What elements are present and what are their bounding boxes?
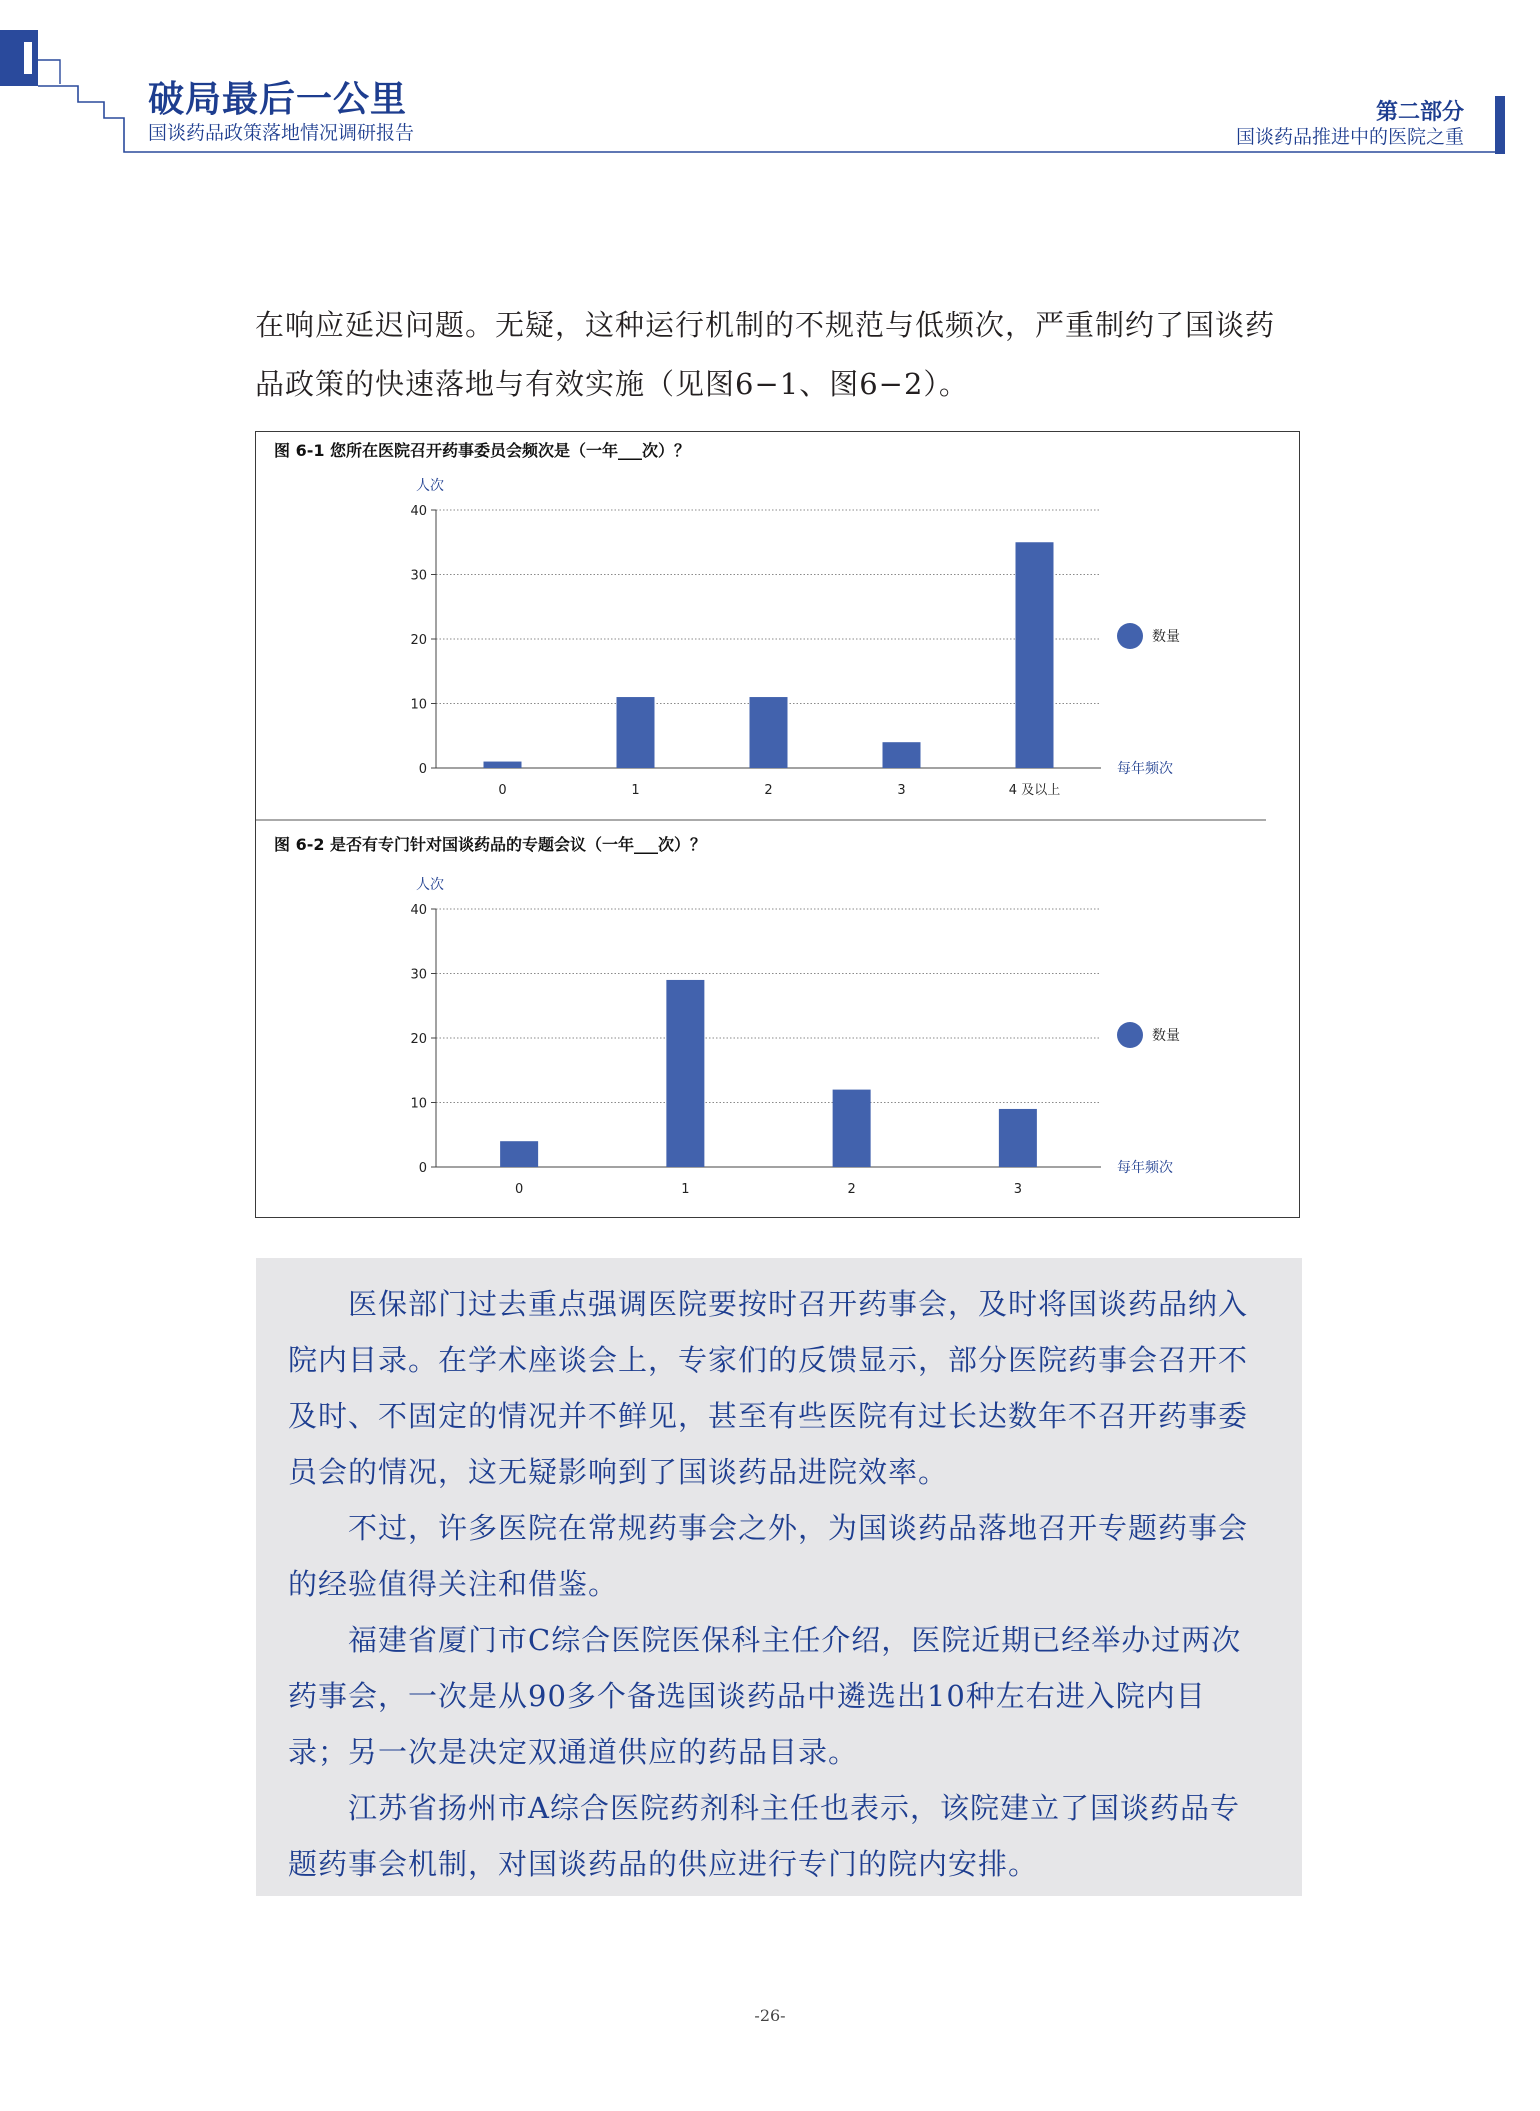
x-axis-label: 每年频次 xyxy=(1117,761,1173,777)
y-tick-label: 0 xyxy=(418,1161,427,1176)
legend-label: 数量 xyxy=(1152,629,1180,645)
bar xyxy=(1016,542,1054,768)
x-tick-label: 0 xyxy=(514,1182,524,1197)
x-tick-label: 3 xyxy=(1013,1182,1023,1197)
x-tick-label: 1 xyxy=(681,1182,690,1197)
intro-line-2: 品政策的快速落地与有效实施（见图6−1、图6−2）。 xyxy=(255,367,969,401)
y-axis-label: 人次 xyxy=(416,877,444,893)
section-label: 第二部分 xyxy=(1375,100,1464,125)
bar xyxy=(617,697,655,768)
x-tick-label: 2 xyxy=(764,783,773,798)
intro-line-1: 在响应延迟问题。无疑，这种运行机制的不规范与低频次，严重制约了国谈药 xyxy=(255,308,1276,342)
charts-svg xyxy=(256,432,1301,1219)
x-tick-label: 2 xyxy=(847,1182,856,1197)
header-right-bar xyxy=(1495,96,1505,154)
callout-paragraph: 医保部门过去重点强调医院要按时召开药事会，及时将国谈药品纳入院内目录。在学术座谈会上，专家们的反馈显示，部分医院药事会召开不及时、不固定的情况并不鲜见，甚至有些医院有过长达数年不召开药事委员会的情况，这无疑影响到了国谈药品进院效率。 xyxy=(288,1287,1249,1489)
x-tick-label: 3 xyxy=(897,783,906,798)
y-tick-label: 40 xyxy=(410,903,427,918)
y-axis-label: 人次 xyxy=(416,478,444,494)
bar xyxy=(500,1141,538,1167)
page-number: -26- xyxy=(754,2006,786,2025)
y-tick-label: 30 xyxy=(410,568,427,584)
y-tick-label: 10 xyxy=(410,697,427,713)
callout-paragraph: 不过，许多医院在常规药事会之外，为国谈药品落地召开专题药事会的经验值得关注和借鉴。 xyxy=(288,1511,1249,1601)
legend-marker xyxy=(1117,623,1143,649)
x-axis-label: 每年频次 xyxy=(1117,1160,1173,1176)
y-tick-label: 10 xyxy=(410,1096,427,1112)
callout-paragraph: 福建省厦门市C综合医院医保科主任介绍，医院近期已经举办过两次药事会，一次是从90多个备选国谈药品中遴选出10种左右进入院内目录；另一次是决定双通道供应的药品目录。 xyxy=(288,1623,1242,1769)
bar xyxy=(750,697,788,768)
bar xyxy=(666,980,704,1167)
y-tick-label: 30 xyxy=(410,967,427,983)
y-tick-label: 20 xyxy=(410,1032,427,1047)
legend-label: 数量 xyxy=(1152,1028,1180,1044)
legend-marker xyxy=(1117,1022,1143,1048)
bar xyxy=(484,762,522,768)
y-tick-label: 20 xyxy=(410,633,427,648)
x-tick-label: 4 及以上 xyxy=(1008,783,1061,798)
chart-title: 图 6-2 是否有专门针对国谈药品的专题会议（一年___次）？ xyxy=(274,835,707,854)
report-subtitle: 国谈药品政策落地情况调研报告 xyxy=(148,122,415,144)
section-subtitle: 国谈药品推进中的医院之重 xyxy=(1235,126,1464,148)
figure-box xyxy=(255,431,1300,1218)
chart-title: 图 6-1 您所在医院召开药事委员会频次是（一年___次）？ xyxy=(274,441,691,460)
bar xyxy=(883,742,921,768)
y-tick-label: 40 xyxy=(410,504,427,519)
callout-paragraph: 江苏省扬州市A综合医院药剂科主任也表示，该院建立了国谈药品专题药事会机制，对国谈药品的供应进行专门的院内安排。 xyxy=(288,1791,1240,1881)
x-tick-label: 0 xyxy=(498,783,507,798)
y-tick-label: 0 xyxy=(418,762,427,777)
case-callout-box xyxy=(256,1258,1302,1896)
intro-paragraph xyxy=(255,296,1305,414)
report-title: 破局最后一公里 xyxy=(148,79,408,120)
x-tick-label: 1 xyxy=(631,783,640,798)
bar xyxy=(833,1090,871,1167)
bar xyxy=(999,1109,1037,1167)
